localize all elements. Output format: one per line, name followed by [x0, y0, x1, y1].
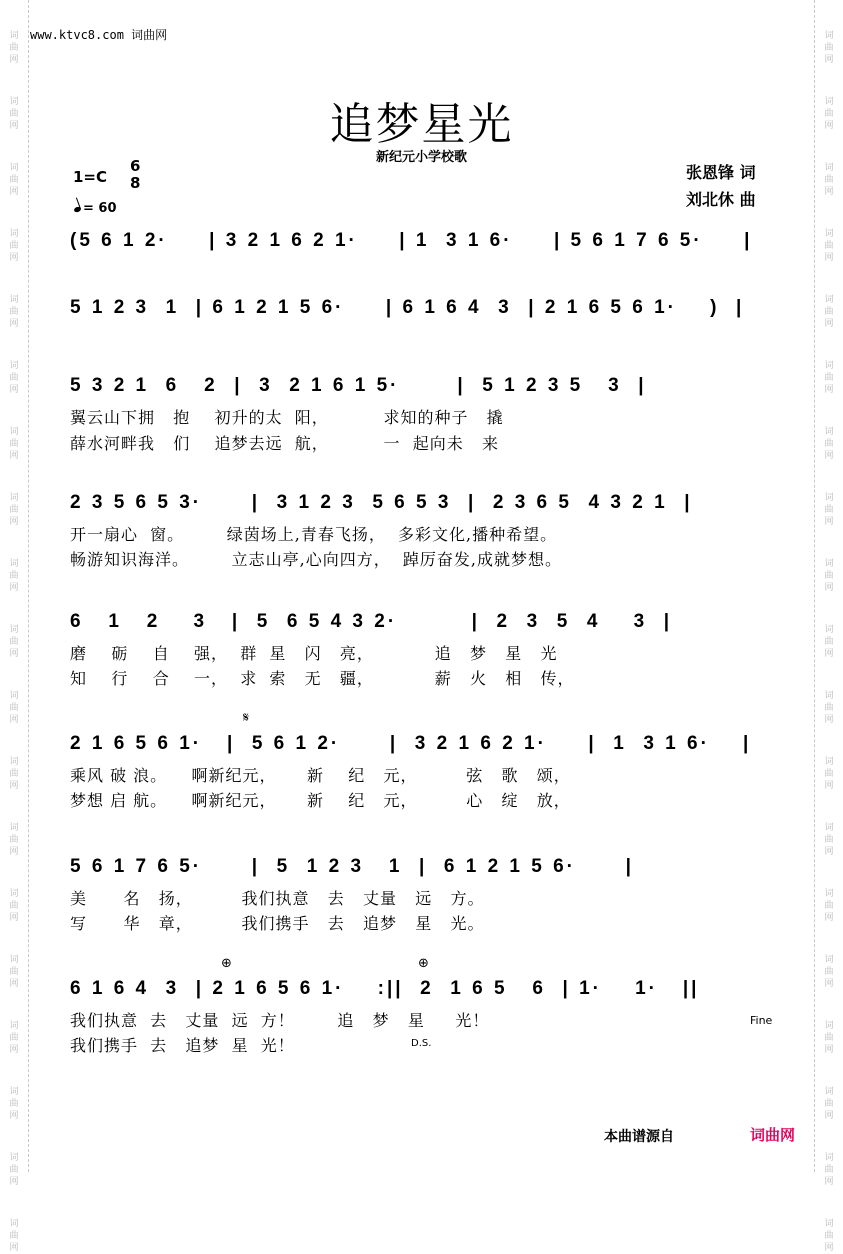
watermark-mark: 词 曲 网 [824, 493, 834, 527]
song-subtitle: 新纪元小学校歌 [375, 150, 467, 165]
watermark-mark: 词 曲 网 [824, 97, 834, 131]
lyric-line-1: 开一扇心 窗。 绿茵场上,青春飞扬， 多彩文化,播种希望。 [70, 525, 558, 544]
watermark-mark: 词 曲 网 [824, 295, 834, 329]
coda-sign: ⊕ [418, 956, 429, 971]
song-title: 追梦星光 [329, 99, 514, 150]
time-signature [130, 158, 140, 192]
notation-line: 6 1 2 3 | 5 6 5 4 3 2· | 2 3 5 4 3 | [70, 611, 673, 632]
watermark-mark: 词 曲 网 [824, 955, 834, 989]
left-watermark-strip [0, 0, 29, 1253]
footer-site-link[interactable]: 词曲网 [750, 1126, 796, 1144]
watermark-mark: 词 曲 网 [824, 1219, 834, 1253]
watermark-mark: 词 曲 网 [9, 757, 19, 791]
segno-sign: 𝄋 [243, 710, 250, 726]
watermark-mark: 词 曲 网 [9, 229, 19, 263]
lyric-line-1: 磨 砺 自 强， 群 星 闪 亮， 追 梦 星 光 [70, 644, 558, 663]
watermark-mark: 词 曲 网 [9, 889, 19, 923]
quarter-note-icon [73, 206, 81, 213]
tempo-value: = 60 [83, 201, 117, 216]
right-watermark-strip [814, 0, 843, 1253]
watermark-mark: 词 曲 网 [9, 955, 19, 989]
watermark-mark: 词 曲 网 [824, 757, 834, 791]
watermark-mark: 词 曲 网 [9, 295, 19, 329]
notation-line: 2 1 6 5 6 1· | 5 6 1 2· | 3 2 1 6 2 1· | 1 3 1 6· | [70, 733, 752, 754]
lyric-line-1: 乘风 破 浪。 啊新纪元， 新 纪 元， 弦 歌 颂， [70, 766, 571, 785]
watermark-mark: 词 曲 网 [9, 559, 19, 593]
lyric-line-2: 知 行 合 一， 求 索 无 疆， 薪 火 相 传， [70, 669, 575, 688]
notation-line: 6 1 6 4 3 | 2 1 6 5 6 1· :|| 2 1 6 5 6 | 1· 1· || [70, 978, 700, 999]
time-signature-bottom: 8 [130, 174, 141, 192]
watermark-mark: 词 曲 网 [9, 823, 19, 857]
watermark-mark: 词 曲 网 [9, 163, 19, 197]
tempo-marking [74, 201, 117, 216]
coda-sign: ⊕ [221, 956, 232, 971]
notation-line: 5 1 2 3 1 | 6 1 2 1 5 6· | 6 1 6 4 3 | 2 1 6 5 6 1· ) | [70, 297, 745, 318]
watermark-mark: 词 曲 网 [824, 229, 834, 263]
lyric-line-1: 翼云山下拥 抱 初升的太 阳， 求知的种子 撬 [70, 408, 504, 427]
notation-line: 2 3 5 6 5 3· | 3 1 2 3 5 6 5 3 | 2 3 6 5 4 3 2 1 | [70, 492, 693, 513]
watermark-mark: 词 曲 网 [9, 691, 19, 725]
source-site-text: www.ktvc8.com 词曲网 [30, 28, 168, 42]
lyric-line-1: 我们执意 去 丈量 远 方！ 追 梦 星 光！ [70, 1011, 490, 1030]
watermark-mark: 词 曲 网 [824, 559, 834, 593]
lyric-line-2: 写 华 章， 我们携手 去 追梦 星 光。 [70, 914, 485, 933]
watermark-mark: 词 曲 网 [9, 427, 19, 461]
lyric-line-2: 薛水河畔我 们 追梦去远 航， 一 起向未 来 [70, 434, 499, 453]
watermark-mark: 词 曲 网 [9, 1153, 19, 1187]
watermark-mark: 词 曲 网 [824, 361, 834, 395]
watermark-mark: 词 曲 网 [824, 1021, 834, 1055]
watermark-mark: 词 曲 网 [9, 493, 19, 527]
watermark-mark: 词 曲 网 [9, 1087, 19, 1121]
key-signature: 1=C [73, 168, 108, 186]
watermark-mark: 词 曲 网 [824, 31, 834, 65]
notation-line: 5 3 2 1 6 2 | 3 2 1 6 1 5· | 5 1 2 3 5 3 | [70, 375, 647, 396]
watermark-mark: 词 曲 网 [9, 97, 19, 131]
watermark-mark: 词 曲 网 [824, 625, 834, 659]
watermark-mark: 词 曲 网 [824, 889, 834, 923]
watermark-mark: 词 曲 网 [824, 823, 834, 857]
watermark-mark: 词 曲 网 [824, 691, 834, 725]
watermark-mark: 词 曲 网 [824, 1087, 834, 1121]
notation-line: 5 6 1 7 6 5· | 5 1 2 3 1 | 6 1 2 1 5 6· | [70, 856, 634, 877]
ds-marking: D.S. [411, 1038, 432, 1049]
footer-label: 本曲谱源自 [604, 1129, 674, 1145]
watermark-mark: 词 曲 网 [9, 361, 19, 395]
watermark-mark: 词 曲 网 [9, 1219, 19, 1253]
watermark-mark: 词 曲 网 [9, 625, 19, 659]
time-signature-top: 6 [130, 157, 141, 175]
lyricist-credit: 张恩锋 词 [686, 163, 756, 182]
watermark-mark: 词 曲 网 [824, 427, 834, 461]
watermark-mark: 词 曲 网 [9, 1021, 19, 1055]
watermark-mark: 词 曲 网 [824, 163, 834, 197]
lyric-line-2: 我们携手 去 追梦 星 光！ [70, 1036, 295, 1055]
watermark-mark: 词 曲 网 [824, 1153, 834, 1187]
composer-credit: 刘北休 曲 [686, 190, 756, 209]
lyric-line-1: 美 名 扬， 我们执意 去 丈量 远 方。 [70, 889, 485, 908]
lyric-line-2: 梦想 启 航。 啊新纪元， 新 纪 元， 心 绽 放， [70, 791, 571, 810]
notation-line: (5 6 1 2· | 3 2 1 6 2 1· | 1 3 1 6· | 5 6 1 7 6 5· | [70, 230, 753, 251]
watermark-mark: 词 曲 网 [9, 31, 19, 65]
fine-marking: Fine [750, 1014, 773, 1027]
lyric-line-2: 畅游知识海洋。 立志山亭,心向四方， 踔厉奋发,成就梦想。 [70, 550, 562, 569]
